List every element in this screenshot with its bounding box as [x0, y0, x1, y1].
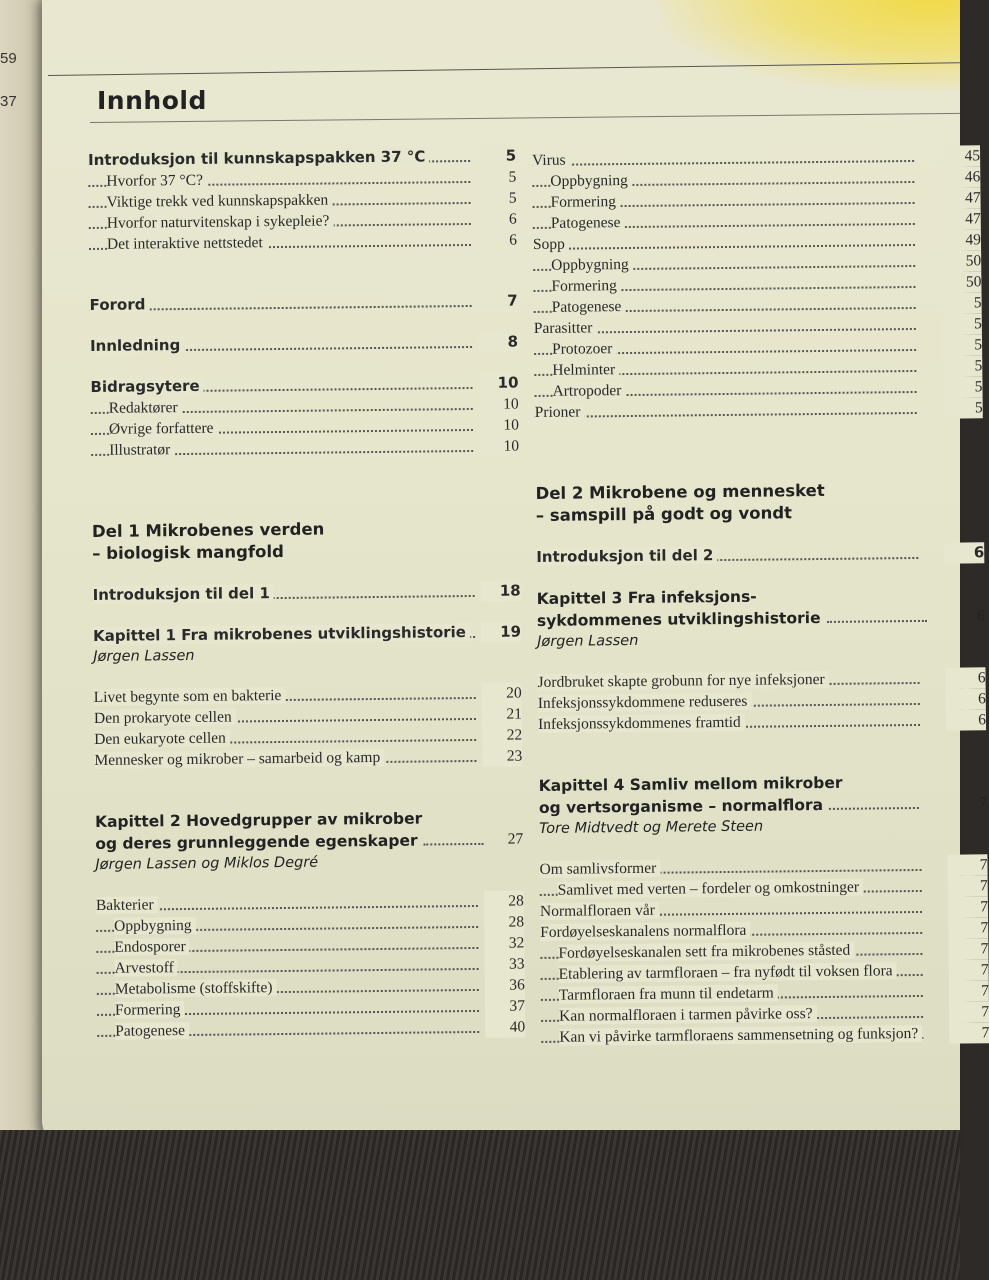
toc-entry[interactable]: Hvorfor 37 °C? 5 — [88, 167, 516, 192]
toc-sublist — [532, 146, 983, 423]
toc-sublist — [537, 667, 987, 734]
chapter-entry[interactable]: Kapittel 2 Hovedgrupper av mikrober og deres grunnleggende egenskaper 27 — [94, 809, 524, 853]
background-surface — [0, 1130, 960, 1280]
part-heading: Del 2 Mikrobene og mennesket – samspill på godt og vondt — [535, 480, 825, 525]
toc-sublist — [91, 394, 520, 461]
toc-entry[interactable]: Metabolisme (stoffskifte) 36 — [97, 974, 525, 999]
toc-entry[interactable]: Oppbygning 46 — [532, 167, 960, 192]
prev-page-number: 59 — [0, 50, 17, 67]
toc-column-right — [532, 146, 989, 1048]
toc-entry[interactable]: Formering 50 — [533, 272, 961, 297]
toc-entry[interactable]: Det interaktive nettstedet 6 — [89, 230, 517, 255]
toc-entry[interactable]: Tarmfloraen fra munn til endetarm 7 — [541, 980, 969, 1005]
toc-entry[interactable]: Om samlivsformer 7 — [539, 856, 988, 878]
toc-entry[interactable]: Oppbygning 50 — [533, 251, 961, 276]
toc-entry[interactable]: Illustratør 10 — [91, 436, 519, 461]
toc-entry[interactable]: Infeksjonssykdommene reduseres 6 — [537, 690, 986, 712]
toc-entry[interactable]: Artropoder 5 — [534, 377, 962, 402]
toc-column-left — [88, 146, 525, 1042]
toc-entry[interactable]: Patogenese 5 — [534, 293, 962, 318]
toc-entry[interactable]: Redaktører 10 — [91, 394, 519, 419]
toc-entry[interactable]: Fordøyelseskanalen sett fra mikrobenes ståsted 7 — [540, 938, 968, 963]
toc-entry[interactable]: Fordøyelseskanalens normalflora 7 — [540, 919, 989, 941]
toc-entry[interactable]: Endosporer 32 — [96, 932, 524, 957]
toc-sublist — [539, 854, 989, 1047]
toc-entry[interactable]: Øvrige forfattere 10 — [91, 415, 519, 440]
chapter-author: Jørgen Lassen — [537, 632, 639, 650]
toc-entry[interactable]: Infeksjonssykdommenes framtid 6 — [537, 711, 987, 733]
chapter-author: Jørgen Lassen og Miklos Degré — [95, 854, 319, 873]
toc-entry[interactable]: Introduksjon til del 2 6 — [536, 543, 985, 566]
toc-entry[interactable]: Den prokaryote cellen 21 — [93, 705, 523, 727]
toc-entry[interactable]: Bakterier 28 — [95, 892, 524, 914]
chapter-entry[interactable]: Kapittel 3 Fra infeksjons- sykdommenes utviklingshistorie 6 — [536, 587, 985, 630]
toc-entry[interactable]: Prioner 5 — [534, 399, 983, 421]
toc-entry[interactable]: Virus 45 — [532, 147, 981, 169]
toc-entry[interactable]: Innledning 8 — [89, 332, 519, 355]
prev-page-number: 37 — [0, 93, 17, 110]
toc-entry[interactable]: Oppbygning 28 — [96, 911, 524, 936]
toc-entry[interactable]: Bidragsytere 10 — [90, 373, 519, 396]
toc-entry[interactable]: Arvestoff 33 — [96, 953, 524, 978]
toc-entry[interactable]: Kan normalfloraen i tarmen påvirke oss? 7 — [541, 1001, 969, 1026]
toc-entry[interactable]: Formering 47 — [532, 188, 960, 213]
toc-entry[interactable]: Samlivet med verten – fordeler og omkostninger 7 — [540, 875, 968, 900]
page-title: Innhold — [97, 86, 207, 115]
chapter-entry[interactable]: Kapittel 1 Fra mikrobenes utviklingshistorie 19 — [92, 622, 522, 645]
toc-entry[interactable]: Livet begynte som en bakterie 20 — [93, 684, 522, 706]
toc-entry[interactable]: Helminter 5 — [534, 356, 962, 381]
toc-entry[interactable]: Viktige trekk ved kunnskapspakken 5 — [88, 188, 516, 213]
toc-entry[interactable]: Formering 37 — [97, 995, 525, 1020]
toc-entry[interactable]: Etablering av tarmfloraen – fra nyfødt til voksen flora 7 — [541, 959, 969, 984]
previous-page-numbers — [0, 50, 30, 136]
toc-entry[interactable]: Parasitter 5 — [533, 315, 982, 337]
chapter-entry[interactable]: Kapittel 4 Samliv mellom mikrober og vertsorganisme – normalflora 7 — [538, 773, 987, 817]
toc-entry[interactable]: Protozoer 5 — [534, 335, 962, 360]
chapter-author: Jørgen Lassen — [93, 647, 195, 665]
toc-entry[interactable]: Den eukaryote cellen 22 — [94, 726, 523, 748]
toc-entry[interactable]: Patogenese 47 — [533, 209, 961, 234]
chapter-author: Tore Midtvedt og Merete Steen — [539, 818, 764, 837]
toc-entry[interactable]: Hvorfor naturvitenskap i sykepleie? 6 — [89, 209, 517, 234]
part-heading: Del 1 Mikrobenes verden – biologisk mangfold — [91, 519, 325, 563]
toc-entry[interactable]: Patogenese 40 — [97, 1016, 525, 1041]
toc-entry[interactable]: Mennesker og mikrober – samarbeid og kamp 23 — [94, 747, 523, 769]
toc-sublist — [88, 167, 517, 255]
toc-entry[interactable]: Kan vi påvirke tarmfloraens sammensetning og funksjon? 7 — [541, 1022, 969, 1047]
toc-entry[interactable]: Introduksjon til del 1 18 — [92, 581, 521, 604]
toc-sublist — [94, 682, 523, 770]
toc-entry[interactable]: Jordbruket skapte grobunn for nye infeksjoner 6 — [537, 669, 986, 691]
toc-sublist — [96, 890, 526, 1041]
toc-entry[interactable]: Forord 7 — [89, 291, 518, 314]
toc-entry[interactable]: Normalfloraen vår 7 — [539, 898, 989, 920]
toc-entry[interactable]: Sopp 49 — [532, 231, 982, 253]
toc-entry[interactable]: Introduksjon til kunnskapspakken 37 °C 5 — [88, 146, 517, 169]
